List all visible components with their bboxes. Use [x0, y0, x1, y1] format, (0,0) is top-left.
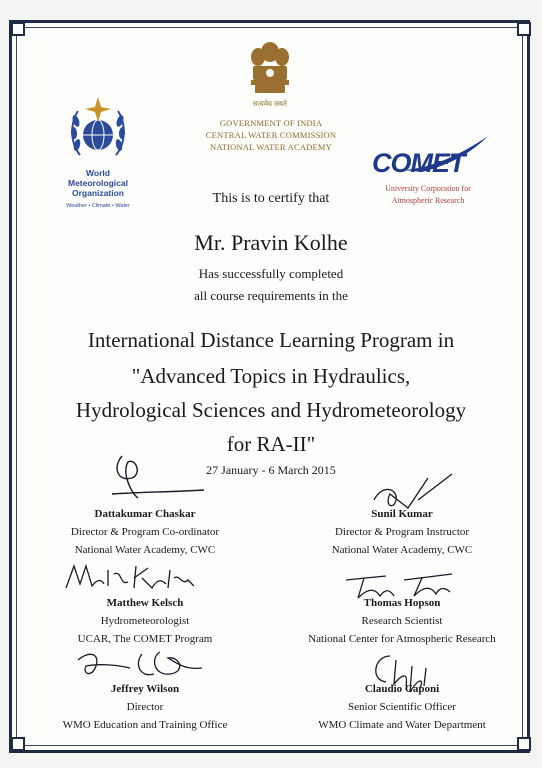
government-header: [196, 117, 346, 153]
signatory-org: National Water Academy, CWC: [74, 544, 216, 556]
border-corner: [11, 737, 25, 751]
signatory-block: [25, 680, 265, 734]
program-title-line: "Advanced Topics in Hydraulics,: [131, 364, 411, 388]
wmo-name: [58, 168, 138, 198]
gov-line: NATIONAL WATER ACADEMY: [210, 142, 332, 152]
signatory-title: Hydrometeorologist: [100, 615, 190, 627]
signatory-name: Jeffrey Wilson: [110, 683, 180, 695]
program-title-line: for RA-II": [226, 432, 316, 456]
signatory-block: [282, 505, 522, 559]
wmo-logo-icon: [66, 95, 130, 167]
border-corner: [517, 22, 531, 36]
ashoka-emblem-icon: [245, 40, 295, 102]
signatory-title: Director & Program Instructor: [334, 526, 470, 538]
signatory-name: Matthew Kelsch: [106, 597, 184, 609]
requirements-line: all course requirements in the: [194, 288, 348, 303]
signatory-block: [282, 680, 522, 734]
border-corner: [517, 737, 531, 751]
signatory-title: Senior Scientific Officer: [348, 701, 456, 713]
border-corner: [11, 22, 25, 36]
signatory-title: Director: [126, 701, 164, 713]
wmo-name-line: Organization: [72, 188, 124, 198]
signature-kelsch: [62, 560, 202, 594]
signatory-block: [282, 594, 522, 648]
signatory-block: [25, 505, 265, 559]
comet-logo: COMET: [372, 148, 465, 178]
signatory-org: National Center for Atmospheric Research: [308, 633, 496, 645]
signatory-org: UCAR, The COMET Program: [77, 633, 213, 645]
program-title-line: Hydrological Sciences and Hydrometeorology: [75, 398, 467, 422]
signatory-title: Research Scientist: [361, 615, 443, 627]
ucar-name: [368, 183, 488, 207]
signatory-name: Dattakumar Chaskar: [94, 508, 196, 520]
certify-intro: This is to certify that: [212, 191, 330, 206]
gov-line: CENTRAL WATER COMMISSION: [205, 130, 337, 140]
signatory-org: WMO Education and Training Office: [62, 719, 228, 731]
ucar-line: University Corporation for: [385, 184, 471, 193]
wmo-name-line: Meteorological: [68, 178, 128, 188]
signatory-org: WMO Climate and Water Department: [318, 719, 486, 731]
signature-chaskar: [92, 448, 212, 508]
signatory-title: Director & Program Co-ordinator: [70, 526, 220, 538]
completion-line: Has successfully completed: [198, 266, 344, 281]
emblem-motto: सत्यमेव जयते: [253, 100, 287, 108]
wmo-name-line: World: [86, 168, 110, 178]
program-title-line: International Distance Learning Program in: [87, 328, 455, 352]
signatory-name: Claudio Caponi: [364, 683, 440, 695]
signatory-name: Thomas Hopson: [363, 597, 441, 609]
ucar-line: Atmospheric Research: [391, 196, 465, 205]
wmo-tagline: Weather • Climate • Water: [66, 203, 130, 209]
signatory-name: Sunil Kumar: [371, 508, 433, 520]
program-dates: 27 January - 6 March 2015: [206, 463, 336, 477]
gov-line: GOVERNMENT OF INDIA: [219, 118, 323, 128]
recipient-name: Mr. Pravin Kolhe: [194, 230, 348, 255]
signatory-org: National Water Academy, CWC: [331, 544, 473, 556]
signatory-block: [25, 594, 265, 648]
